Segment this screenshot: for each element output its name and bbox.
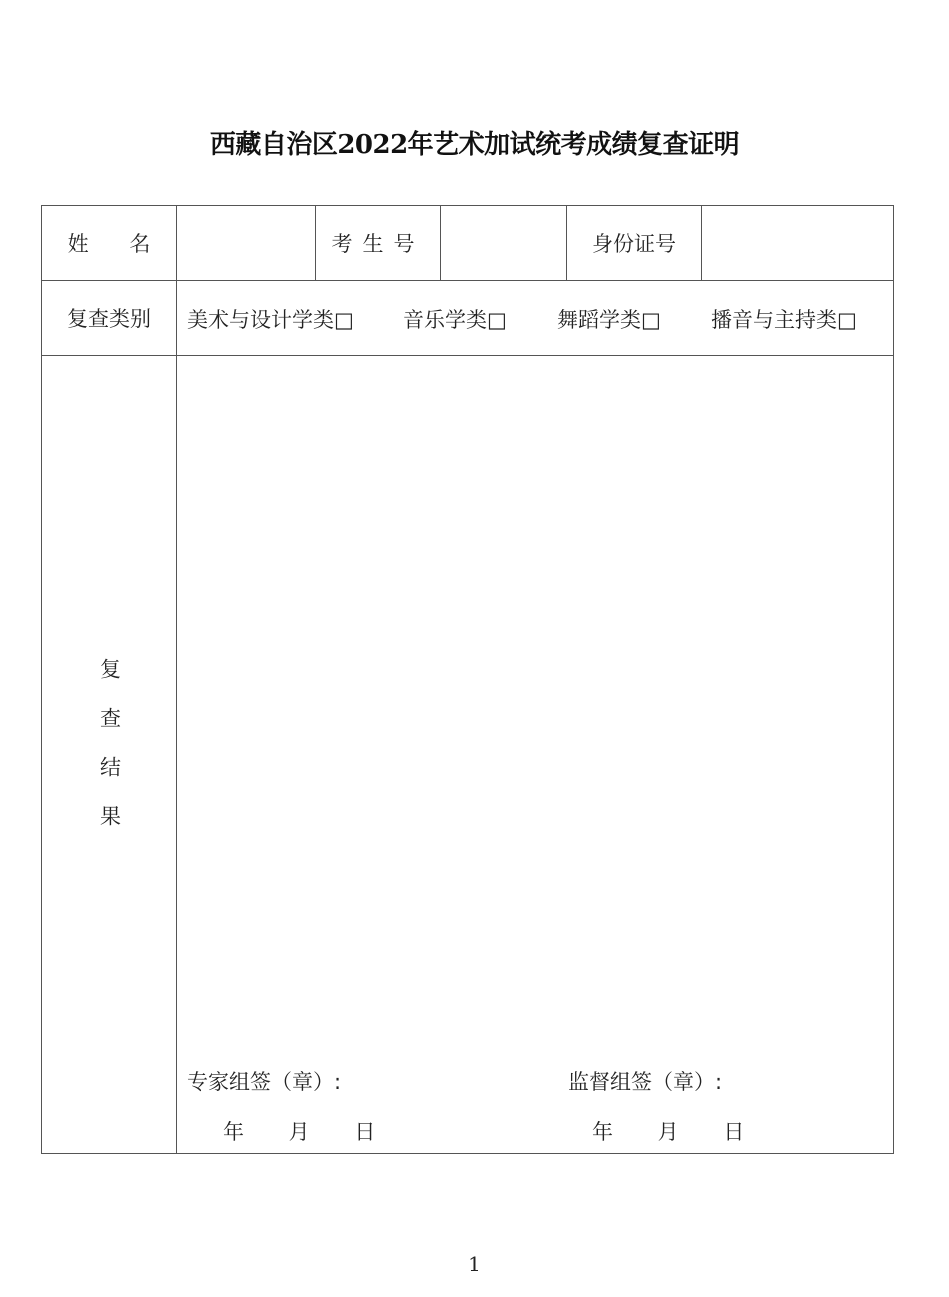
name-field[interactable] <box>177 206 315 280</box>
expert-date: 年 月 日 <box>223 1120 376 1144</box>
page-number: 1 <box>468 1252 481 1276</box>
document-title: 西藏自治区2022年艺术加试统考成绩复查证明 <box>209 130 740 160</box>
id-number-field[interactable] <box>702 206 893 280</box>
option-music-checkbox[interactable]: 音乐学类□ <box>403 307 507 332</box>
exam-number-label: 考生号 <box>331 232 425 256</box>
exam-number-field[interactable] <box>441 206 566 280</box>
option-dance-checkbox[interactable]: 舞蹈学类□ <box>557 307 661 332</box>
name-label: 姓 名 <box>67 232 151 256</box>
review-result-area[interactable] <box>177 356 893 1153</box>
option-broadcasting-checkbox[interactable]: 播音与主持类□ <box>711 307 857 332</box>
id-number-label: 身份证号 <box>592 232 676 256</box>
review-result-label: 复查结果 <box>97 658 122 854</box>
category-options <box>177 281 893 356</box>
supervisor-signature-label: 监督组签（章）: <box>568 1070 723 1094</box>
review-form-table <box>41 205 894 1154</box>
expert-signature-label: 专家组签（章）: <box>187 1070 342 1094</box>
option-art-design-checkbox[interactable]: 美术与设计学类□ <box>187 307 354 332</box>
supervisor-date: 年 月 日 <box>592 1120 745 1144</box>
category-label: 复查类别 <box>67 307 151 331</box>
